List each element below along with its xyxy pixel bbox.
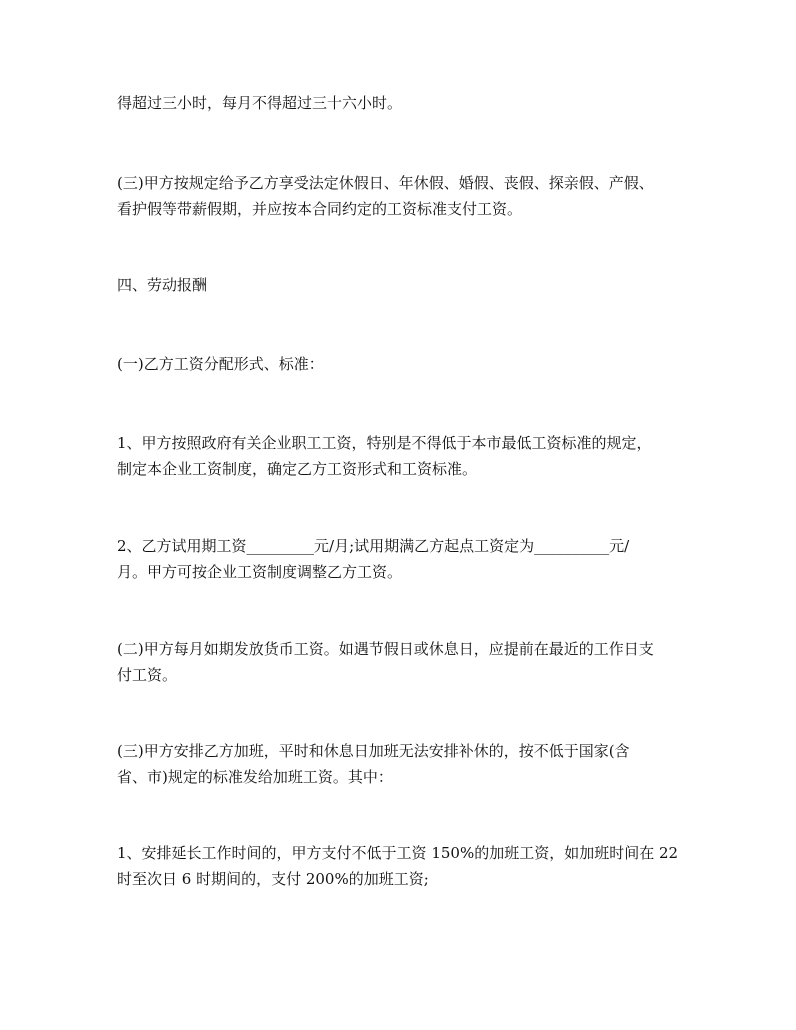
heading-line: 四、劳动报酬 xyxy=(117,276,208,294)
paragraph-probation-wage xyxy=(117,533,687,585)
paragraph-extended-hours xyxy=(117,840,687,892)
paragraph-line: 时至次日 6 时期间的，支付 200%的加班工资; xyxy=(117,870,429,888)
paragraph-line: 制定本企业工资制度，确定乙方工资形式和工资标准。 xyxy=(117,460,478,478)
paragraph-line: 1、甲方按照政府有关企业职工工资，特别是不得低于本市最低工资标准的规定， xyxy=(117,434,652,452)
paragraph-line: (三)甲方按规定给予乙方享受法定休假日、年休假、婚假、丧假、探亲假、产假、 xyxy=(117,174,654,192)
paragraph-wage-system xyxy=(117,430,687,482)
paragraph-line: 付工资。 xyxy=(117,666,178,684)
paragraph-monthly-payment xyxy=(117,636,687,688)
paragraph-overtime-pay xyxy=(117,738,687,790)
paragraph-overtime-limit xyxy=(117,90,687,116)
paragraph-paid-leave xyxy=(117,170,687,222)
paragraph-line: (一)乙方工资分配形式、标准： xyxy=(117,355,324,373)
paragraph-line: 看护假等带薪假期，并应按本合同约定的工资标准支付工资。 xyxy=(117,200,523,218)
paragraph-line: (二)甲方每月如期发放货币工资。如遇节假日或休息日，应提前在最近的工作日支 xyxy=(117,640,654,658)
paragraph-line: 1、安排延长工作时间的，甲方支付不低于工资 150%的加班工资，如加班时间在 22 xyxy=(117,844,679,862)
paragraph-wage-form xyxy=(117,351,687,377)
paragraph-line: 月。甲方可按企业工资制度调整乙方工资。 xyxy=(117,563,403,581)
paragraph-line: 2、乙方试用期工资_________元/月;试用期满乙方起点工资定为__________元/ xyxy=(117,537,630,555)
paragraph-line: (三)甲方安排乙方加班，平时和休息日加班无法安排补休的，按不低于国家(含 xyxy=(117,742,630,760)
paragraph-line: 省、市)规定的标准发给加班工资。其中： xyxy=(117,768,393,786)
paragraph-line: 得超过三小时，每月不得超过三十六小时。 xyxy=(117,94,403,112)
section-heading-remuneration xyxy=(117,272,687,298)
